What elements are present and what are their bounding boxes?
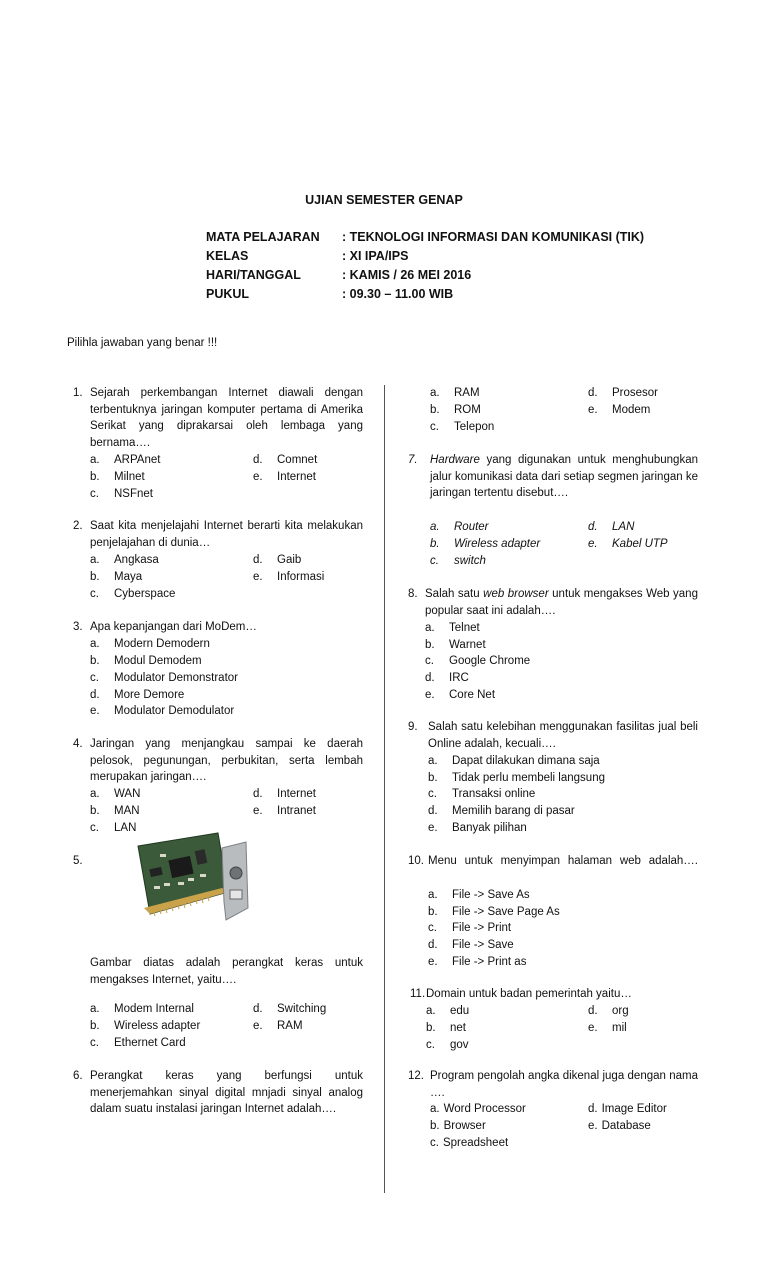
option-e[interactable]: e. Kabel UTP (588, 538, 668, 550)
option-c[interactable]: c. Transaksi online (428, 788, 536, 800)
option-d[interactable]: d. LAN (588, 521, 635, 533)
option-d[interactable]: d. Comnet (253, 454, 318, 466)
option-e[interactable]: e. File -> Print as (428, 956, 527, 968)
option-e[interactable]: e. Intranet (253, 805, 316, 817)
header-key: HARI/TANGGAL (206, 268, 301, 282)
option-a[interactable]: a. Modern Demodern (90, 638, 210, 650)
question-2 (73, 518, 363, 608)
option-c[interactable]: c. File -> Print (428, 922, 512, 934)
question-number: 9. (408, 721, 418, 733)
question-stem: Menu untuk menyimpan halaman web adalah…. (428, 855, 698, 867)
option-b[interactable]: b. Browser (430, 1120, 486, 1132)
question-number: 11. (410, 988, 426, 1000)
question-number: 3. (73, 621, 83, 633)
option-c[interactable]: c. switch (430, 555, 486, 567)
option-b[interactable]: b. Warnet (425, 639, 486, 651)
ethernet-card-image (130, 828, 250, 938)
option-b[interactable]: b. Tidak perlu membeli langsung (428, 772, 605, 784)
question-5 (90, 955, 363, 1055)
option-b[interactable]: b. Wireless adapter (430, 538, 541, 550)
option-a[interactable]: a. WAN (90, 788, 141, 800)
question-8 (408, 586, 698, 706)
header-key: PUKUL (206, 287, 250, 301)
option-a[interactable]: a. File -> Save As (428, 889, 530, 901)
question-number: 6. (73, 1070, 83, 1082)
question-stem (430, 452, 698, 502)
question-number: 5. (73, 855, 83, 867)
option-d[interactable]: d. Memilih barang di pasar (428, 805, 575, 817)
option-a[interactable]: a. Word Processor (430, 1103, 526, 1115)
question-1 (73, 385, 363, 505)
option-b[interactable]: b. ROM (430, 404, 481, 416)
header-value: : KAMIS / 26 MEI 2016 (342, 268, 472, 282)
question-stem: Apa kepanjangan dari MoDem… (90, 621, 257, 633)
question-stem-text: untuk mengakses Web yang popular saat ini adalah…. (425, 588, 698, 617)
header-key: MATA PELAJARAN (206, 230, 320, 244)
question-stem-text: Salah satu (425, 588, 480, 600)
question-stem: Perangkat keras yang berfungsi untuk menerjemahkan sinyal digital mnjadi sinyal analog dalam suatu instalasi jaringan Internet adalah…. (90, 1070, 363, 1116)
question-6 (73, 1068, 363, 1138)
option-e[interactable]: e. mil (588, 1022, 627, 1034)
question-number: 2. (73, 520, 83, 532)
question-stem: Gambar diatas adalah perangkat keras untuk mengakses Internet, yaitu…. (90, 957, 363, 986)
option-d[interactable]: d. Internet (253, 788, 316, 800)
option-d[interactable]: d. org (588, 1005, 629, 1017)
question-number: 10. (408, 855, 424, 867)
question-10 (408, 853, 698, 973)
option-b[interactable]: b. Maya (90, 571, 143, 583)
question-7 (408, 452, 698, 572)
question-stem-italic: Hardware (430, 454, 480, 466)
header-value: : 09.30 – 11.00 WIB (342, 287, 454, 301)
question-stem: Sejarah perkembangan Internet diawali dengan terbentuknya jaringan komputer pertama di Amerika Serikat yang diprakarsai oleh lembaga yang bernama…. (90, 387, 363, 449)
question-stem-italic: web browser (483, 588, 549, 600)
header-value: : TEKNOLOGI INFORMASI DAN KOMUNIKASI (TIK) (342, 230, 645, 244)
option-a[interactable]: a. RAM (430, 387, 480, 399)
question-number: 4. (73, 738, 83, 750)
option-b[interactable]: b. Milnet (90, 471, 145, 483)
header-value: : XI IPA/IPS (342, 249, 409, 263)
option-e[interactable]: e. Banyak pilihan (428, 822, 527, 834)
option-b[interactable]: b. Wireless adapter (90, 1020, 201, 1032)
option-d[interactable]: d. File -> Save (428, 939, 514, 951)
option-a[interactable]: a. edu (426, 1005, 470, 1017)
option-c[interactable]: c. Ethernet Card (90, 1037, 186, 1049)
option-a[interactable]: a. Angkasa (90, 554, 159, 566)
question-11 (410, 986, 700, 1056)
option-b[interactable]: b. net (426, 1022, 466, 1034)
question-number: 7. (408, 454, 418, 466)
option-c[interactable]: c. Google Chrome (425, 655, 531, 667)
option-d[interactable]: d. Switching (253, 1003, 327, 1015)
question-stem: Domain untuk badan pemerintah yaitu… (426, 988, 632, 1000)
option-c[interactable]: c. Telepon (430, 421, 495, 433)
question-stem: Program pengolah angka dikenal juga dengan nama …. (430, 1070, 698, 1099)
option-a[interactable]: a. Telnet (425, 622, 480, 634)
option-d[interactable]: d. Prosesor (588, 387, 659, 399)
instruction-text: Pilihla jawaban yang benar !!! (67, 337, 218, 349)
header-key: KELAS (206, 249, 249, 263)
option-e[interactable]: e. Core Net (425, 689, 496, 701)
option-b[interactable]: b. File -> Save Page As (428, 906, 560, 918)
question-3 (73, 619, 363, 719)
option-b[interactable]: b. MAN (90, 805, 140, 817)
option-c[interactable]: c. LAN (90, 822, 137, 834)
option-a[interactable]: a. Dapat dilakukan dimana saja (428, 755, 600, 767)
option-e[interactable]: e. Informasi (253, 571, 325, 583)
option-c[interactable]: c. Cyberspace (90, 588, 176, 600)
question-number: 8. (408, 588, 418, 600)
question-stem: Saat kita menjelajahi Internet berarti kita melakukan penjelajahan di dunia… (90, 520, 363, 549)
option-e[interactable]: e. Modulator Demodulator (90, 705, 235, 717)
option-b[interactable]: b. Modul Demodem (90, 655, 202, 667)
option-a[interactable]: a. ARPAnet (90, 454, 161, 466)
question-stem (425, 586, 698, 619)
option-e[interactable]: e. RAM (253, 1020, 303, 1032)
question-6-options (430, 385, 700, 440)
option-c[interactable]: c. NSFnet (90, 488, 153, 500)
exam-title: UJIAN SEMESTER GENAP (305, 193, 463, 207)
option-d[interactable]: d. Image Editor (588, 1103, 667, 1115)
question-12 (408, 1068, 698, 1158)
option-c[interactable]: c. Modulator Demonstrator (90, 672, 238, 684)
option-d[interactable]: d. IRC (425, 672, 469, 684)
question-number: 1. (73, 387, 83, 399)
question-4 (73, 736, 363, 841)
option-a[interactable]: a. Router (430, 521, 489, 533)
option-e[interactable]: e. Database (588, 1120, 651, 1132)
option-e[interactable]: e. Internet (253, 471, 316, 483)
option-c[interactable]: c. Spreadsheet (430, 1137, 509, 1149)
question-9 (408, 719, 698, 839)
option-c[interactable]: c. gov (426, 1039, 469, 1051)
option-e[interactable]: e. Modem (588, 404, 651, 416)
option-a[interactable]: a. Modem Internal (90, 1003, 194, 1015)
question-number: 12. (408, 1070, 424, 1082)
question-stem: Jaringan yang menjangkau sampai ke daerah pelosok, pegunungan, perbukitan, serta lembah merupakan jaringan…. (90, 738, 363, 784)
question-stem-text: yang digunakan untuk menghubungkan jalur komunikasi data dari setiap segmen jaringan ke jaringan tertentu disebut…. (430, 454, 698, 500)
column-divider (384, 385, 385, 1193)
option-d[interactable]: d. More Demore (90, 689, 185, 701)
option-d[interactable]: d. Gaib (253, 554, 302, 566)
question-stem: Salah satu kelebihan menggunakan fasilitas jual beli Online adalah, kecuali…. (428, 721, 698, 750)
